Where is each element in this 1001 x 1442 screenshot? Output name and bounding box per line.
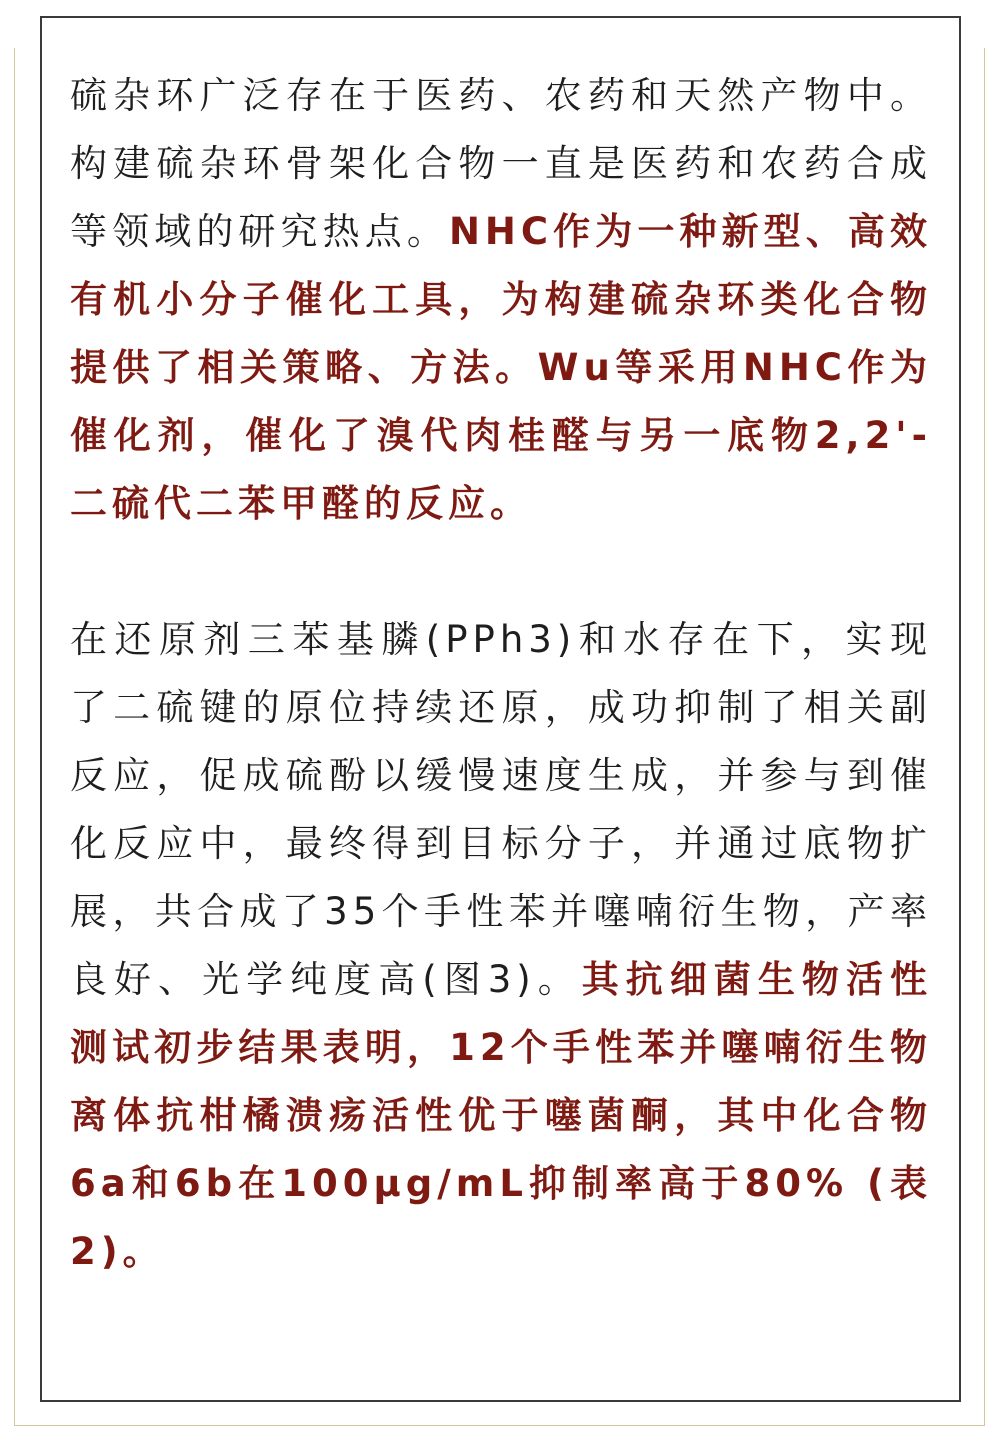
paragraph-1-highlight-text: NHC作为一种新型、高效有机小分子催化工具，为构建硫杂环类化合物提供了相关策略、方法。Wu等采用NHC作为催化剂，催化了溴代肉桂醛与另一底物2,2'-二硫代二苯甲醛的反应。 — [70, 210, 932, 525]
paragraph-2 — [70, 606, 932, 1286]
paragraph-1 — [70, 62, 932, 538]
paragraph-2-highlight-text: 其抗细菌生物活性测试初步结果表明，12个手性苯并噻喃衍生物离体抗柑橘溃疡活性优于噻菌酮，其中化合物6a和6b在100μg/mL抑制率高于80% (表2)。 — [70, 958, 932, 1273]
paragraph-1-normal-text: 硫杂环广泛存在于医药、农药和天然产物中。构建硫杂环骨架化合物一直是医药和农药合成等领域的研究热点。 — [70, 74, 932, 253]
article-body — [70, 62, 932, 1286]
paragraph-2-normal-text: 在还原剂三苯基膦(PPh3)和水存在下，实现了二硫键的原位持续还原，成功抑制了相关副反应，促成硫酚以缓慢速度生成，并参与到催化反应中，最终得到目标分子，并通过底物扩展，共合成了35个手性苯并噻喃衍生物，产率良好、光学纯度高(图3)。 — [70, 618, 932, 1001]
